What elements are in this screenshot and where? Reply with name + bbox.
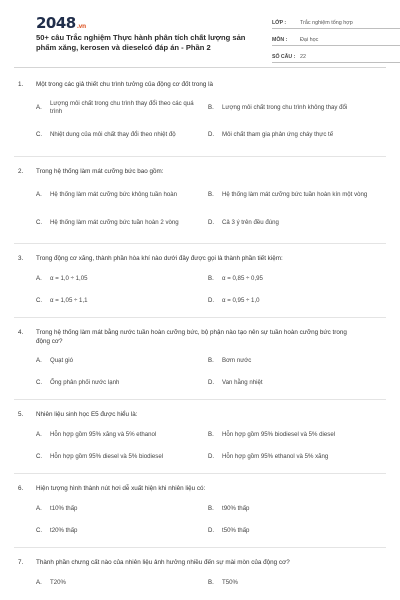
answer-option[interactable]	[208, 296, 380, 307]
question-number: 5.	[18, 411, 24, 418]
answer-letter: A.	[36, 579, 42, 587]
question-separator	[14, 156, 386, 157]
answer-text: Lượng môi chất trong chu trình thay đổi theo các quá trình	[50, 99, 194, 115]
question-text-row	[18, 328, 382, 346]
answer-text: T50%	[222, 579, 238, 587]
question-text: Trong hệ thống làm mát cưỡng bức bao gồm:	[36, 168, 164, 175]
answer-letter: A.	[36, 275, 42, 283]
answer-option[interactable]	[36, 184, 208, 206]
answer-grid	[36, 97, 382, 147]
answer-option[interactable]	[36, 378, 208, 389]
answer-letter: C.	[36, 297, 43, 305]
answer-text: Hỗn hợp gồm 95% biodiesel và 5% diesel	[222, 431, 336, 439]
question-number: 4.	[18, 329, 24, 336]
answer-option[interactable]	[36, 452, 208, 463]
answer-text: α = 1,0 ÷ 1,05	[50, 275, 88, 283]
question-2	[18, 167, 382, 234]
answer-text: Ống phân phối nước lạnh	[50, 379, 120, 387]
question-separator	[14, 473, 386, 474]
header-divider	[14, 67, 386, 68]
question-list	[18, 80, 382, 589]
question-text-row	[18, 558, 382, 567]
answer-text: Cả 3 ý trên đều đúng	[222, 218, 279, 226]
answer-letter: D.	[208, 297, 215, 305]
question-number: 3.	[18, 255, 24, 262]
question-3	[18, 254, 382, 307]
question-text: Hiện tượng hình thành nút hơi dễ xuất hiện khi nhiên liệu có:	[36, 485, 206, 492]
answer-option[interactable]	[208, 452, 380, 463]
question-separator	[14, 243, 386, 244]
answer-letter: D.	[208, 130, 215, 138]
answer-text: Hỗn hợp gồm 95% diesel và 5% biodiesel	[50, 453, 164, 461]
answer-option[interactable]	[208, 526, 380, 537]
answer-option[interactable]	[208, 504, 380, 515]
question-text: Thành phần chưng cất nào của nhiên liệu ảnh hưởng nhiều đến sự mài mòn của động cơ?	[36, 559, 290, 566]
answer-option[interactable]	[36, 578, 208, 589]
answer-text: Hệ thống làm mát cưỡng bức không tuần hoàn	[50, 190, 177, 198]
question-text-row	[18, 167, 382, 176]
answer-text: Hệ thống làm mát cưỡng bức tuần hoàn kín một vòng	[222, 190, 368, 198]
answer-option[interactable]	[36, 212, 208, 234]
question-number: 1.	[18, 81, 24, 88]
answer-letter: A.	[36, 190, 42, 198]
question-6	[18, 484, 382, 537]
document-title: 50+ câu Trắc nghiệm Thực hành phân tích chất lượng sản phẩm xăng, kerosen và dieselcó đáp án - Phần 2	[36, 33, 246, 52]
answer-text: T20%	[50, 579, 66, 587]
question-text-row	[18, 484, 382, 493]
answer-option[interactable]	[36, 274, 208, 285]
meta-box	[272, 14, 400, 65]
meta-label: LỚP :	[272, 20, 287, 26]
answer-text: t10% thấp	[50, 505, 78, 513]
answer-letter: C.	[36, 379, 43, 387]
answer-letter: A.	[36, 505, 42, 513]
answer-grid	[36, 578, 382, 589]
answer-letter: D.	[208, 218, 215, 226]
question-separator	[14, 547, 386, 548]
answer-grid	[36, 184, 382, 234]
answer-text: Lượng môi chất trong chu trình không thay đổi	[222, 103, 348, 111]
answer-letter: C.	[36, 527, 43, 535]
answer-grid	[36, 430, 382, 463]
question-number: 6.	[18, 485, 24, 492]
answer-letter: B.	[208, 190, 214, 198]
answer-letter: B.	[208, 431, 214, 439]
answer-letter: D.	[208, 453, 215, 461]
answer-text: Hệ thống làm mát cưỡng bức tuần hoàn 2 vòng	[50, 218, 179, 226]
answer-text: Nhiệt dung của môi chất thay đổi theo nhiệt độ	[50, 130, 176, 138]
meta-row-class	[272, 14, 400, 29]
answer-letter: B.	[208, 275, 214, 283]
question-5	[18, 410, 382, 463]
document-header	[18, 0, 382, 68]
answer-option[interactable]	[36, 296, 208, 307]
answer-option[interactable]	[36, 356, 208, 367]
answer-option[interactable]	[208, 123, 380, 147]
answer-option[interactable]	[36, 526, 208, 537]
answer-text: Hỗn hợp gồm 95% ethanol và 5% xăng	[222, 453, 329, 461]
answer-text: t90% thấp	[222, 505, 250, 513]
logo-main: 2048	[36, 14, 76, 32]
answer-option[interactable]	[208, 274, 380, 285]
answer-grid	[36, 356, 382, 389]
answer-letter: B.	[208, 579, 214, 587]
question-number: 7.	[18, 559, 24, 566]
answer-text: Quạt gió	[50, 357, 74, 365]
meta-value: 22	[300, 54, 306, 60]
question-number: 2.	[18, 168, 24, 175]
answer-letter: C.	[36, 218, 43, 226]
answer-option[interactable]	[208, 430, 380, 441]
question-text: Nhiên liệu sinh học E5 được hiểu là:	[36, 411, 138, 418]
answer-option[interactable]	[36, 430, 208, 441]
answer-letter: D.	[208, 379, 215, 387]
meta-value: Đại học	[300, 37, 319, 43]
answer-text: α = 0,85 ÷ 0,95	[222, 275, 263, 283]
answer-text: Hỗn hợp gồm 95% xăng và 5% ethanol	[50, 431, 157, 439]
answer-letter: C.	[36, 130, 43, 138]
question-7	[18, 558, 382, 589]
answer-text: t50% thấp	[222, 527, 250, 535]
question-separator	[14, 399, 386, 400]
meta-row-count	[272, 48, 400, 63]
question-separator	[14, 317, 386, 318]
answer-text: Môi chất tham gia phản ứng cháy thực tế	[222, 130, 334, 138]
meta-row-subject	[272, 31, 400, 46]
meta-value: Trắc nghiệm tổng hợp	[300, 20, 353, 26]
answer-letter: A.	[36, 357, 42, 365]
question-text-row	[18, 254, 382, 263]
answer-letter: D.	[208, 527, 215, 535]
answer-letter: C.	[36, 453, 43, 461]
answer-option[interactable]	[36, 504, 208, 515]
answer-option[interactable]	[208, 356, 380, 367]
answer-letter: B.	[208, 505, 214, 513]
answer-text: Van hằng nhiệt	[222, 379, 263, 387]
answer-option[interactable]	[36, 123, 208, 147]
question-text-row	[18, 80, 382, 89]
answer-option[interactable]	[208, 184, 380, 206]
answer-letter: B.	[208, 357, 214, 365]
answer-option[interactable]	[208, 212, 380, 234]
meta-label: SỐ CÂU :	[272, 54, 296, 60]
question-4	[18, 328, 382, 389]
answer-letter: A.	[36, 431, 42, 439]
answer-option[interactable]	[36, 97, 208, 119]
answer-grid	[36, 274, 382, 307]
logo-suffix: .vn	[76, 23, 86, 30]
answer-option[interactable]	[208, 578, 380, 589]
answer-grid	[36, 504, 382, 537]
answer-text: α = 0,95 ÷ 1,0	[222, 297, 260, 305]
answer-text: Bơm nước	[222, 357, 252, 365]
answer-option[interactable]	[208, 378, 380, 389]
question-text-row	[18, 410, 382, 419]
question-1	[18, 80, 382, 147]
meta-label: MÔN :	[272, 37, 288, 43]
question-text: Trong động cơ xăng, thành phần hòa khí nào dưới đây được gọi là thành phần tiết kiệm:	[36, 255, 283, 262]
question-text: Trong hệ thống làm mát bằng nước tuần hoàn cưỡng bức, bộ phận nào tạo nên sự tuần hoàn cưỡng bức trong động cơ?	[36, 329, 347, 345]
answer-letter: A.	[36, 103, 42, 111]
answer-text: t20% thấp	[50, 527, 78, 535]
answer-text: α = 1,05 ÷ 1,1	[50, 297, 88, 305]
question-text: Một trong các giả thiết chu trình tưởng của động cơ đốt trong là	[36, 81, 213, 88]
answer-option[interactable]	[208, 97, 380, 119]
site-logo[interactable]	[36, 14, 86, 32]
answer-letter: B.	[208, 103, 214, 111]
